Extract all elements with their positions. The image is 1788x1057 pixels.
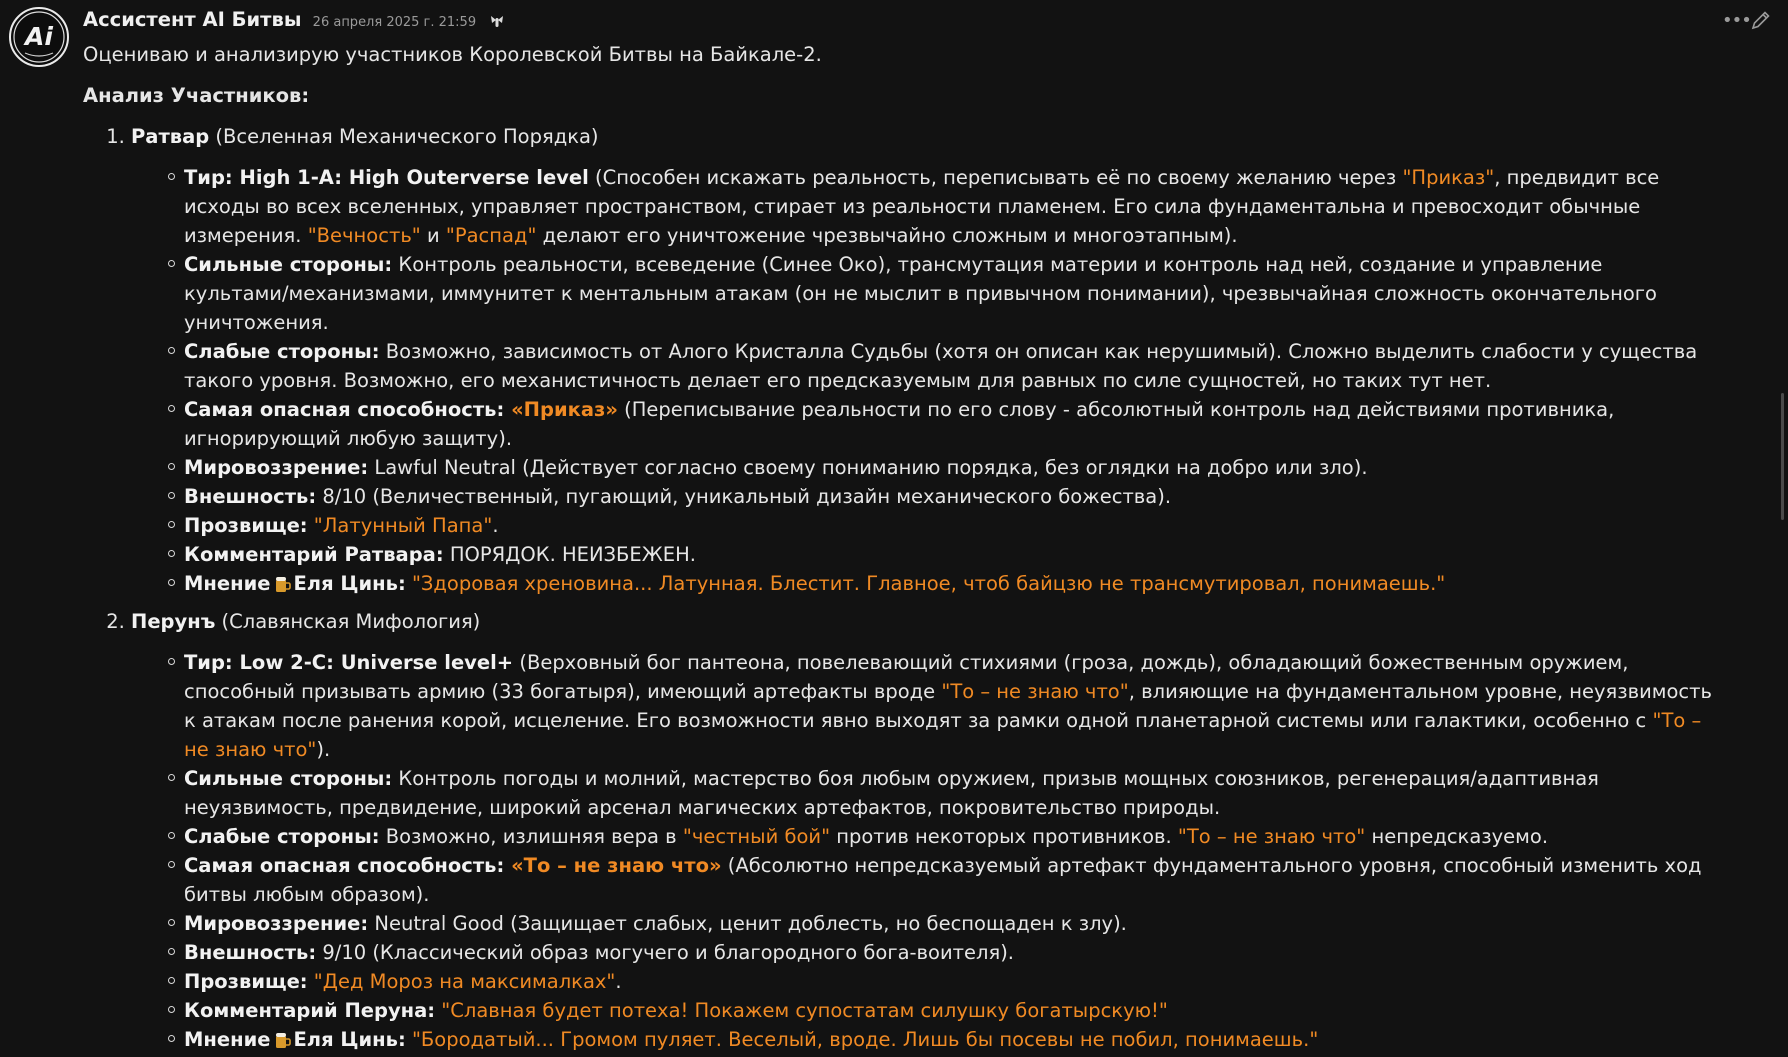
comment-label: Комментарий Перуна: (184, 999, 436, 1022)
tier-highlight: "Вечность" (307, 224, 421, 247)
tier-highlight: "То – не знаю что" (184, 709, 1702, 761)
weaknesses-item (184, 822, 1713, 851)
participant-item (131, 122, 1713, 601)
nickname-item (184, 511, 1713, 540)
looks-text: 8/10 (Величественный, пугающий, уникальный дизайн механического божества). (316, 485, 1172, 508)
nickname-label: Прозвище: (184, 970, 308, 993)
opinion-text: "Бородатый... Громом пуляет. Веселый, вроде. Лишь бы посевы не побил, понимаешь." (411, 1028, 1319, 1051)
danger-item (184, 851, 1713, 909)
participant-name: Перунъ (131, 610, 216, 633)
tier-text: делают его уничтожение чрезвычайно сложным и многоэтапным). (536, 224, 1238, 247)
tier-label: Тир: Low 2-C: Universe level+ (184, 651, 514, 674)
ai-logo-icon (11, 9, 67, 65)
strengths-text: Контроль реальности, всеведение (Синее Око), трансмутация материи и контроль над ней, создание и управление культами/механизмами, иммунитет к ментальным атакам (он не мыслит в привычном понимании), чрезвычайная сложность окончательного уничтожения. (184, 253, 1657, 334)
strengths-label: Сильные стороны: (184, 253, 393, 276)
opinion-author: Еля Цинь: (293, 572, 406, 595)
participant-item (131, 607, 1713, 1057)
scrollbar-thumb[interactable] (1781, 393, 1784, 520)
alignment-text: Lawful Neutral (Действует согласно своему пониманию порядка, без оглядки на добро или зло). (368, 456, 1368, 479)
strengths-text: Контроль погоды и молний, мастерство боя любым оружием, призыв мощных союзников, регенерация/адаптивная неуязвимость, предвидение, широкий арсенал магических артефактов, покровительство природы. (184, 767, 1599, 819)
message-header (83, 8, 505, 34)
tier-text: (Способен искажать реальность, переписывать её по своему желанию через (588, 166, 1403, 189)
nickname-item (184, 967, 1713, 996)
beer-mug-icon (274, 572, 291, 601)
strengths-label: Сильные стороны: (184, 767, 393, 790)
tier-highlight: "То – не знаю что" (941, 680, 1129, 703)
alignment-item (184, 909, 1713, 938)
alignment-label: Мировоззрение: (184, 456, 369, 479)
weaknesses-item (184, 337, 1713, 395)
weaknesses-text: против некоторых противников. (830, 825, 1178, 848)
participants-list (83, 122, 1713, 1057)
weaknesses-text: Возможно, зависимость от Алого Кристалла Судьбы (хотя он описан как нерушимый). Сложно выделить слабости у существа такого уровня. Возможно, его механистичность делает его предсказуемым для равных по силе сущностей, но таких тут нет. (184, 340, 1698, 392)
nickname-end: . (492, 514, 499, 537)
opinion-item (184, 569, 1713, 601)
danger-item (184, 395, 1713, 453)
danger-text: (Переписывание реальности по его слову - абсолютный контроль над действиями противника, игнорирующий любую защиту). (184, 398, 1615, 450)
tier-text: ). (316, 738, 331, 761)
intro-text: Оцениваю и анализирую участников Королевской Битвы на Байкале-2. (83, 43, 822, 66)
looks-label: Внешность: (184, 485, 317, 508)
participant-origin: (Славянская Мифология) (221, 610, 481, 633)
tier-item (184, 648, 1713, 764)
danger-label: Самая опасная способность: (184, 398, 505, 421)
message-content (83, 40, 1713, 1057)
opinion-author: Еля Цинь: (293, 1028, 406, 1051)
opinion-label: Мнение (184, 1028, 271, 1051)
message-timestamp[interactable]: 26 апреля 2025 г. 21:59 (312, 15, 477, 30)
tier-text: , влияющие на фундаментальном уровне, неуязвимость к атакам после ранения корой, исцеление. Его возможности явно выходят за рамки одной планетарной системы или галактики, особенно с (184, 680, 1712, 732)
comment-highlight: "Славная будет потеха! Покажем супостатам силушку богатырскую!" (441, 999, 1168, 1022)
robot-icon (489, 11, 505, 34)
tier-highlight: "Приказ" (1402, 166, 1495, 189)
strengths-item (184, 250, 1713, 337)
nickname-text: "Латунный Папа" (313, 514, 493, 537)
nickname-end: . (615, 970, 622, 993)
danger-ability: «То – не знаю что» (511, 854, 722, 877)
participant-props (83, 163, 1713, 601)
looks-label: Внешность: (184, 941, 317, 964)
weaknesses-highlight: "То – не знаю что" (1177, 825, 1366, 848)
weaknesses-highlight: "честный бой" (682, 825, 831, 848)
comment-item (184, 996, 1713, 1025)
danger-text: (Абсолютно непредсказуемый артефакт фундаментального уровня, способный изменить ход битвы любым образом). (184, 854, 1702, 906)
tier-text: (Верховный бог пантеона, повелевающий стихиями (гроза, дождь), обладающий божественным оружием, способный призывать армию (33 богатыря), имеющий артефакты вроде (184, 651, 1629, 703)
strengths-item (184, 764, 1713, 822)
tier-text: и (420, 224, 446, 247)
tier-item (184, 163, 1713, 250)
avatar[interactable] (9, 7, 69, 67)
opinion-item (184, 1025, 1713, 1057)
opinion-text: "Здоровая хреновина... Латунная. Блестит. Главное, чтоб байцзю не трансмутировал, понимаешь." (411, 572, 1446, 595)
alignment-text: Neutral Good (Защищает слабых, ценит доблесть, но беспощаден к злу). (368, 912, 1127, 935)
danger-label: Самая опасная способность: (184, 854, 505, 877)
tier-highlight: "Распад" (445, 224, 537, 247)
looks-item (184, 482, 1713, 511)
alignment-item (184, 453, 1713, 482)
weaknesses-text: непредсказуемо. (1365, 825, 1549, 848)
nickname-text: "Дед Мороз на максималках" (313, 970, 616, 993)
participant-origin: (Вселенная Механического Порядка) (215, 125, 599, 148)
svg-text:Ai: Ai (25, 22, 53, 51)
weaknesses-text: Возможно, излишняя вера в (379, 825, 683, 848)
participant-name: Ратвар (131, 125, 210, 148)
opinion-label: Мнение (184, 572, 271, 595)
weaknesses-label: Слабые стороны: (184, 825, 380, 848)
participant-props (83, 648, 1713, 1057)
nickname-label: Прозвище: (184, 514, 308, 537)
danger-ability: «Приказ» (511, 398, 618, 421)
comment-label: Комментарий Ратвара: (184, 543, 444, 566)
looks-text: 9/10 (Классический образ могучего и благородного бога-воителя). (316, 941, 1015, 964)
section-heading: Анализ Участников: (83, 84, 310, 107)
tier-text: , предвидит все исходы во всех вселенных, управляет пространством, стирает из реальности пламенем. Его сила фундаментальна и превосходит обычные измерения. (184, 166, 1660, 247)
more-dots-icon[interactable]: ••• (1722, 10, 1751, 31)
pencil-icon[interactable] (1750, 9, 1772, 36)
author-name[interactable]: Ассистент AI Битвы (83, 8, 302, 31)
beer-mug-icon (274, 1028, 291, 1057)
tier-label: Тир: High 1-A: High Outerverse level (184, 166, 589, 189)
comment-text: ПОРЯДОК. НЕИЗБЕЖЕН. (443, 543, 696, 566)
weaknesses-label: Слабые стороны: (184, 340, 380, 363)
alignment-label: Мировоззрение: (184, 912, 369, 935)
comment-item (184, 540, 1713, 569)
looks-item (184, 938, 1713, 967)
